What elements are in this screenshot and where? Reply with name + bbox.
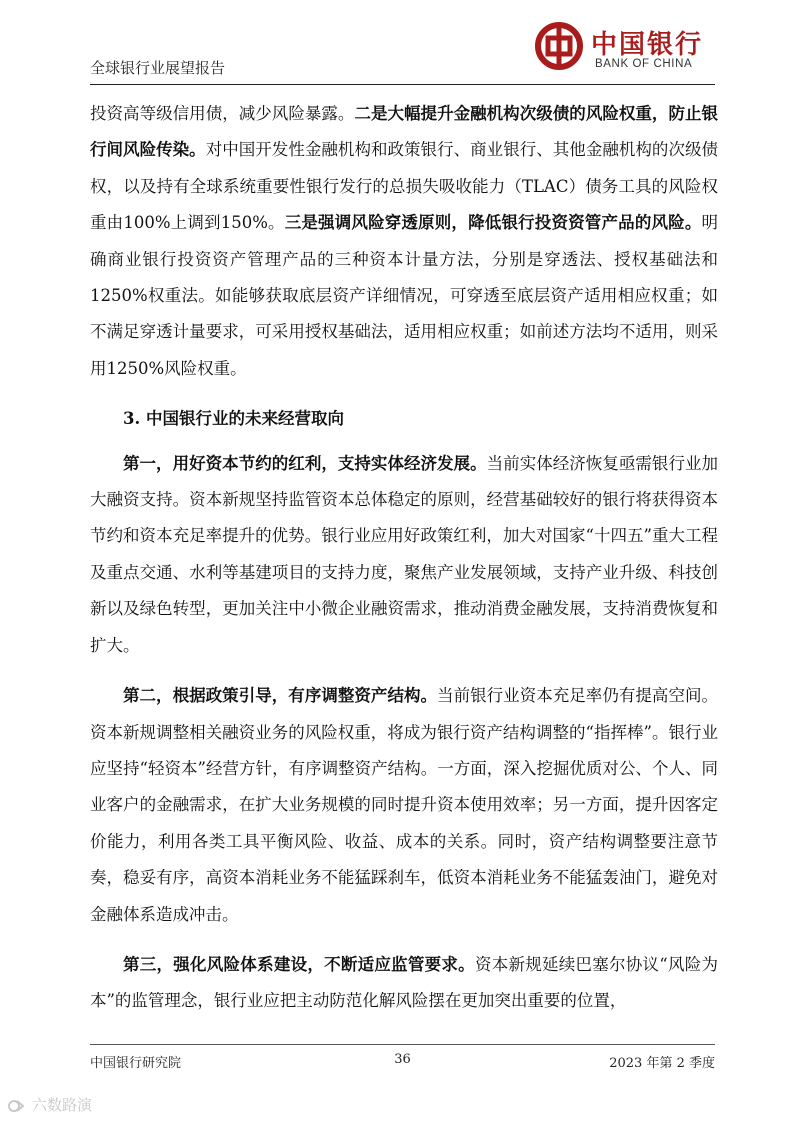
- logo-name-en: BANK OF CHINA: [595, 58, 693, 70]
- bank-of-china-emblem-icon: [535, 22, 583, 70]
- para1-text-3: 明确商业银行投资资产管理产品的三种资本计量方法，分别是穿透法、授权基础法和1250%权重法。如能够获取底层资产详细情况，可穿透至底层资产适用相应权重；如不满足穿透计量要求，可采用授权基础法，适用相应权重；如前述方法均不适用，则采用1250%风险权重。: [90, 213, 719, 378]
- paragraph-second-lead: 第二，根据政策引导，有序调整资产结构。: [123, 686, 438, 706]
- report-title: 全球银行业展望报告: [90, 59, 226, 77]
- paragraph-third-text: 资本新规延续巴塞尔协议“风险为本”的监管理念，银行业应把主动防范化解风险摆在更加突出重要的位置，: [90, 954, 718, 1011]
- header-divider: [90, 84, 715, 85]
- footer-publisher: 中国银行研究院: [90, 1056, 182, 1071]
- paragraph-third-lead: 第三，强化风险体系建设，不断适应监管要求。: [123, 954, 475, 974]
- para1-bold-2: 三是强调风险穿透原则，降低银行投资资管产品的风险。: [284, 213, 702, 233]
- footer-divider: [90, 1044, 715, 1045]
- paragraph-third: [90, 947, 718, 1020]
- paragraph-first-lead: 第一，用好资本节约的红利，支持实体经济发展。: [123, 453, 487, 473]
- para1-bold-1: 二是大幅提升金融机构次级债的风险权重，防止银行间风险传染。: [90, 104, 719, 160]
- footer-period: 2023 年第 2 季度: [609, 1056, 715, 1071]
- paragraph-continued: [90, 96, 718, 387]
- paragraph-first: [90, 446, 718, 664]
- paragraph-first-text: 当前实体经济恢复亟需银行业加大融资支持。资本新规坚持监管资本总体稳定的原则，经营基础较好的银行将获得资本节约和资本充足率提升的优势。银行业应用好政策红利，加大对国家“十四五”重大工程及重点交通、水利等基建项目的支持力度，聚焦产业发展领域，支持产业升级、科技创新以及绿色转型，更加关注中小微企业融资需求，推动消费金融发展，支持消费恢复和扩大。: [90, 453, 719, 655]
- page-footer: [90, 1052, 715, 1072]
- page-number: 36: [394, 1052, 411, 1067]
- section-heading: 3. 中国银行业的未来经营取向: [123, 409, 344, 429]
- paragraph-second: [90, 678, 718, 933]
- paragraph-second-text: 当前银行业资本充足率仍有提高空间。资本新规调整相关融资业务的风险权重，将成为银行资产结构调整的“指挥棒”。银行业应坚持“轻资本”经营方针，有序调整资产结构。一方面，深入挖掘优质对公、个人、同业客户的金融需求，在扩大业务规模的同时提升资本使用效率；另一方面，提升因客定价能力，利用各类工具平衡风险、收益、成本的关系。同时，资产结构调整要注意节奏，稳妥有序，高资本消耗业务不能猛踩刹车，低资本消耗业务不能猛轰油门，避免对金融体系造成冲击。: [90, 686, 719, 924]
- page-body: [90, 96, 718, 1020]
- bank-logo: [535, 22, 715, 78]
- para1-text-1: 投资高等级信用债，减少风险暴露。: [90, 104, 355, 123]
- para1-text-2: 对中国开发性金融机构和政策银行、商业银行、其他金融机构的次级债权，以及持有全球系统重要性银行发行的总损失吸收能力（TLAC）债务工具的风险权重由100%上调到150%。: [90, 140, 719, 233]
- watermark-logo-icon: [6, 1098, 28, 1114]
- logo-name-cn: 中国银行: [591, 30, 704, 60]
- page-header: [90, 0, 715, 84]
- watermark: [6, 1094, 92, 1116]
- watermark-text: 六数路演: [32, 1096, 93, 1114]
